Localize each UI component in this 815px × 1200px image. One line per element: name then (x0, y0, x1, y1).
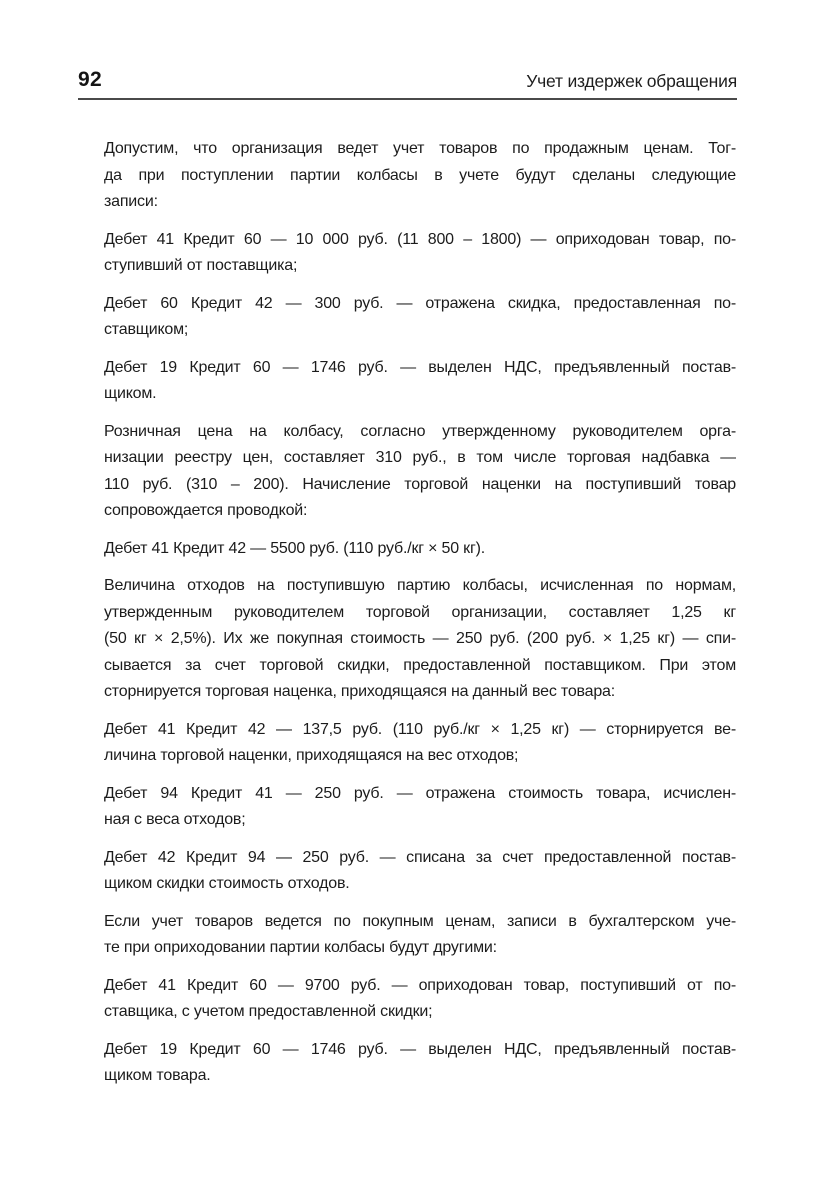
paragraph (104, 845, 736, 898)
paragraph (104, 291, 736, 344)
paragraph (104, 355, 736, 408)
page-number: 92 (78, 68, 102, 91)
text-line: ставщика, с учетом предоставленной скидки; (104, 1003, 433, 1020)
paragraph (104, 227, 736, 280)
text-line: ступивший от поставщика; (104, 257, 298, 274)
text-line: сывается за счет торговой скидки, предоставленной поставщиком. При этом (104, 656, 736, 674)
text-line: Дебет 41 Кредит 42 — 5500 руб. (110 руб./кг × 50 кг). (104, 539, 485, 557)
text-line: Дебет 42 Кредит 94 — 250 руб. — списана за счет предоставленной постав- (104, 848, 736, 866)
text-line: те при оприходовании партии колбасы будут другими: (104, 939, 497, 956)
text-line: Допустим, что организация ведет учет товаров по продажным ценам. Тог- (104, 140, 736, 157)
text-line: сопровождается проводкой: (104, 502, 308, 519)
text-line: ставщиком; (104, 321, 189, 338)
text-line: Дебет 94 Кредит 41 — 250 руб. — отражена стоимость товара, исчислен- (104, 784, 736, 802)
text-line: сторнируется торговая наценка, приходящаяся на данный вес товара: (104, 683, 615, 700)
paragraph (104, 781, 736, 834)
text-line: Дебет 19 Кредит 60 — 1746 руб. — выделен НДС, предъявленный постав- (104, 358, 736, 376)
paragraph (104, 419, 736, 525)
text-line: Дебет 41 Кредит 42 — 137,5 руб. (110 руб./кг × 1,25 кг) — сторнируется ве- (104, 720, 736, 738)
paragraph (104, 1037, 736, 1090)
text-line: (50 кг × 2,5%). Их же покупная стоимость — 250 руб. (200 руб. × 1,25 кг) — спи- (104, 630, 736, 647)
text-line: ная с веса отходов; (104, 811, 246, 828)
text-line: низации реестру цен, составляет 310 руб., в том числе торговая надбавка — (104, 449, 736, 466)
text-line: Дебет 41 Кредит 60 — 10 000 руб. (11 800 – 1800) — оприходован товар, по- (104, 230, 736, 248)
text-line: да при поступлении партии колбасы в учете будут сделаны следующие (104, 166, 736, 184)
text-line: записи: (104, 193, 158, 210)
text-line: щиком скидки стоимость отходов. (104, 875, 350, 892)
paragraph (104, 136, 736, 216)
running-title: Учет издержек обращения (526, 71, 737, 91)
paragraph (104, 573, 736, 706)
text-line: утвержденным руководителем торговой организации, составляет 1,25 кг (104, 603, 736, 621)
text-line: Дебет 41 Кредит 60 — 9700 руб. — оприходован товар, поступивший от по- (104, 976, 736, 994)
paragraph (104, 536, 736, 563)
page-header (78, 68, 737, 100)
text-line: личина торговой наценки, приходящаяся на вес отходов; (104, 747, 519, 764)
page-body (104, 136, 736, 1101)
text-line: щиком. (104, 385, 157, 402)
text-line: Если учет товаров ведется по покупным ценам, записи в бухгалтерском уче- (104, 912, 736, 930)
text-line: Розничная цена на колбасу, согласно утвержденному руководителем орга- (104, 422, 736, 440)
text-line: 110 руб. (310 – 200). Начисление торговой наценки на поступивший товар (104, 475, 736, 493)
paragraph (104, 717, 736, 770)
paragraph (104, 973, 736, 1026)
text-line: Дебет 60 Кредит 42 — 300 руб. — отражена скидка, предоставленная по- (104, 294, 736, 312)
text-line: Дебет 19 Кредит 60 — 1746 руб. — выделен НДС, предъявленный постав- (104, 1040, 736, 1058)
text-line: Величина отходов на поступившую партию колбасы, исчисленная по нормам, (104, 577, 736, 594)
text-line: щиком товара. (104, 1067, 211, 1084)
paragraph (104, 909, 736, 962)
